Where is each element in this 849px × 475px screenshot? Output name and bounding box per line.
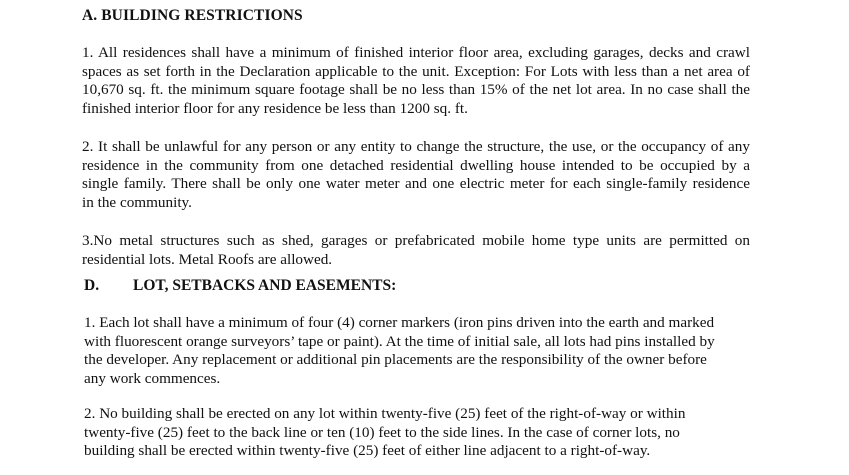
section-a-heading: A. BUILDING RESTRICTIONS [82, 7, 303, 24]
paragraph-line: spaces as set forth in the Declaration applicable to the unit. Exception: For Lots with less than a net area of [82, 62, 750, 80]
paragraph-line: in the community. [82, 193, 192, 211]
section-d-letter: D. [84, 277, 100, 294]
paragraph-line: the developer. Any replacement or additional pin placements are the responsibility of the owner before [84, 351, 707, 368]
paragraph-line: residence in the community from one detached residential dwelling house intended to be occupied by a [82, 156, 750, 174]
paragraph-line: residential lots. Metal Roofs are allowed. [82, 250, 333, 268]
paragraph-line: single family. There shall be only one water meter and one electric meter for each single-family residence [82, 175, 750, 192]
paragraph-line: 2. It shall be unlawful for any person or any entity to change the structure, the use, or the occupancy of any [82, 138, 750, 155]
paragraph-line: any work commences. [84, 369, 221, 387]
section-d-item-2 [84, 405, 760, 461]
paragraph-line: 1. Each lot shall have a minimum of four (4) corner markers (iron pins driven into the earth and marked [84, 314, 715, 331]
paragraph-line: 1. All residences shall have a minimum of finished interior floor area, excluding garages, decks and crawl [82, 44, 750, 61]
section-d-heading: LOT, SETBACKS AND EASEMENTS: [133, 277, 397, 294]
section-a-item-3 [82, 232, 750, 269]
paragraph-line: finished interior floor for any residence be less than 1200 sq. ft. [82, 99, 468, 117]
paragraph-line: 3.No metal structures such as shed, garages or prefabricated mobile home type units are permitted on [82, 232, 750, 249]
paragraph-line: building shall be erected within twenty-five (25) feet of either line adjacent to a right-of-way. [84, 442, 651, 459]
section-d-item-1 [84, 314, 760, 388]
paragraph-line: 2. No building shall be erected on any lot within twenty-five (25) feet of the right-of-way or within [84, 405, 686, 422]
section-a-item-2 [82, 138, 750, 212]
paragraph-line: with fluorescent orange surveyors’ tape or paint). At the time of initial sale, all lots had pins installed by [84, 332, 715, 350]
paragraph-line: twenty-five (25) feet to the back line or ten (10) feet to the side lines. In the case of corner lots, no [84, 423, 680, 441]
paragraph-line: 10,670 sq. ft. the minimum square footage shall be no less than 15% of the net lot area. In no case shall the [82, 81, 750, 98]
section-a-item-1 [82, 44, 750, 118]
